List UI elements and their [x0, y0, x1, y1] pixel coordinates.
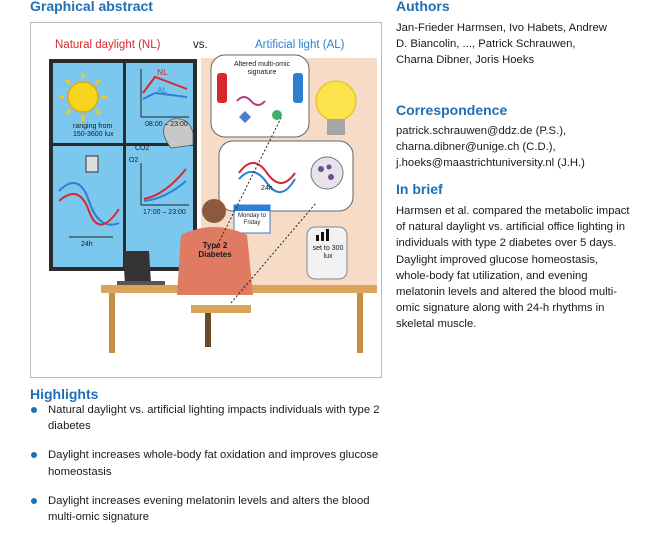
graphical-abstract-figure	[30, 22, 382, 378]
email-link[interactable]: j.hoeks@maastrichtuniversity.nl (J.H.)	[396, 157, 585, 170]
time-range-1: 08:00 – 23:00	[145, 121, 188, 128]
graphical-abstract-heading: Graphical abstract	[30, 0, 153, 14]
in-brief-text: Harmsen et al. compared the metabolic impact of natural daylight vs. artificial office lighting in individuals with type 2 diabetes over 5 days. Daylight improved glucose homeostasis, whole-body fat utilization, and evening melatonin levels and altered the blood multi-omic signature along with 24-h rhythms in skeletal muscle.	[396, 205, 630, 331]
legend-al: AL	[157, 85, 168, 95]
graphical-abstract-illustration	[31, 23, 383, 379]
o2-label: O2	[129, 157, 139, 164]
chair	[191, 305, 251, 313]
calendar-label: Monday to Friday	[237, 213, 267, 226]
highlights-list	[30, 402, 390, 538]
lux-set-label: set to 300 lux	[312, 245, 344, 260]
co2-label: CO2	[135, 145, 150, 152]
authors-text: Jan-Frieder Harmsen, Ivo Habets, Andrew D. Biancolin, ..., Patrick Schrauwen, Charna Dibner, Joris Hoeks	[396, 22, 607, 67]
vs-label: vs.	[193, 39, 208, 51]
clock-time: 24h	[261, 185, 273, 192]
highlight-item: Natural daylight vs. artificial lighting impacts individuals with type 2 diabetes	[30, 402, 390, 434]
email-link[interactable]: patrick.schrauwen@ddz.de (P.S.),	[396, 125, 567, 137]
email-link[interactable]: charna.dibner@unige.ch (C.D.),	[396, 141, 556, 154]
artificial-light-title: Artificial light (AL)	[255, 39, 345, 51]
petri-dish-icon	[311, 157, 343, 189]
natural-daylight-title: Natural daylight (NL)	[55, 39, 161, 51]
highlights-heading: Highlights	[30, 386, 99, 402]
multiomic-label: Altered multi-omic signature	[233, 61, 290, 76]
correspondence-heading: Correspondence	[396, 102, 508, 118]
lux-range: ranging from 150-3600 lux	[73, 123, 114, 138]
clock-gene-bubble	[219, 141, 353, 211]
glucose-time: 24h	[81, 241, 93, 248]
person-label: Type 2 Diabetes	[198, 241, 232, 259]
authors-heading: Authors	[396, 0, 450, 14]
highlight-item: Daylight increases whole-body fat oxidation and improves glucose homeostasis	[30, 447, 390, 479]
bullet-icon	[31, 498, 37, 504]
bullet-icon	[31, 407, 37, 413]
correspondence-block	[396, 123, 631, 172]
glucose-monitor-icon	[86, 156, 98, 172]
legend-nl: NL	[157, 67, 168, 77]
time-range-2: 17:00 – 23:00	[143, 209, 186, 216]
in-brief-heading: In brief	[396, 181, 443, 197]
highlight-item: Daylight increases evening melatonin levels and alters the blood multi-omic signature	[30, 493, 390, 525]
bullet-icon	[31, 452, 37, 458]
